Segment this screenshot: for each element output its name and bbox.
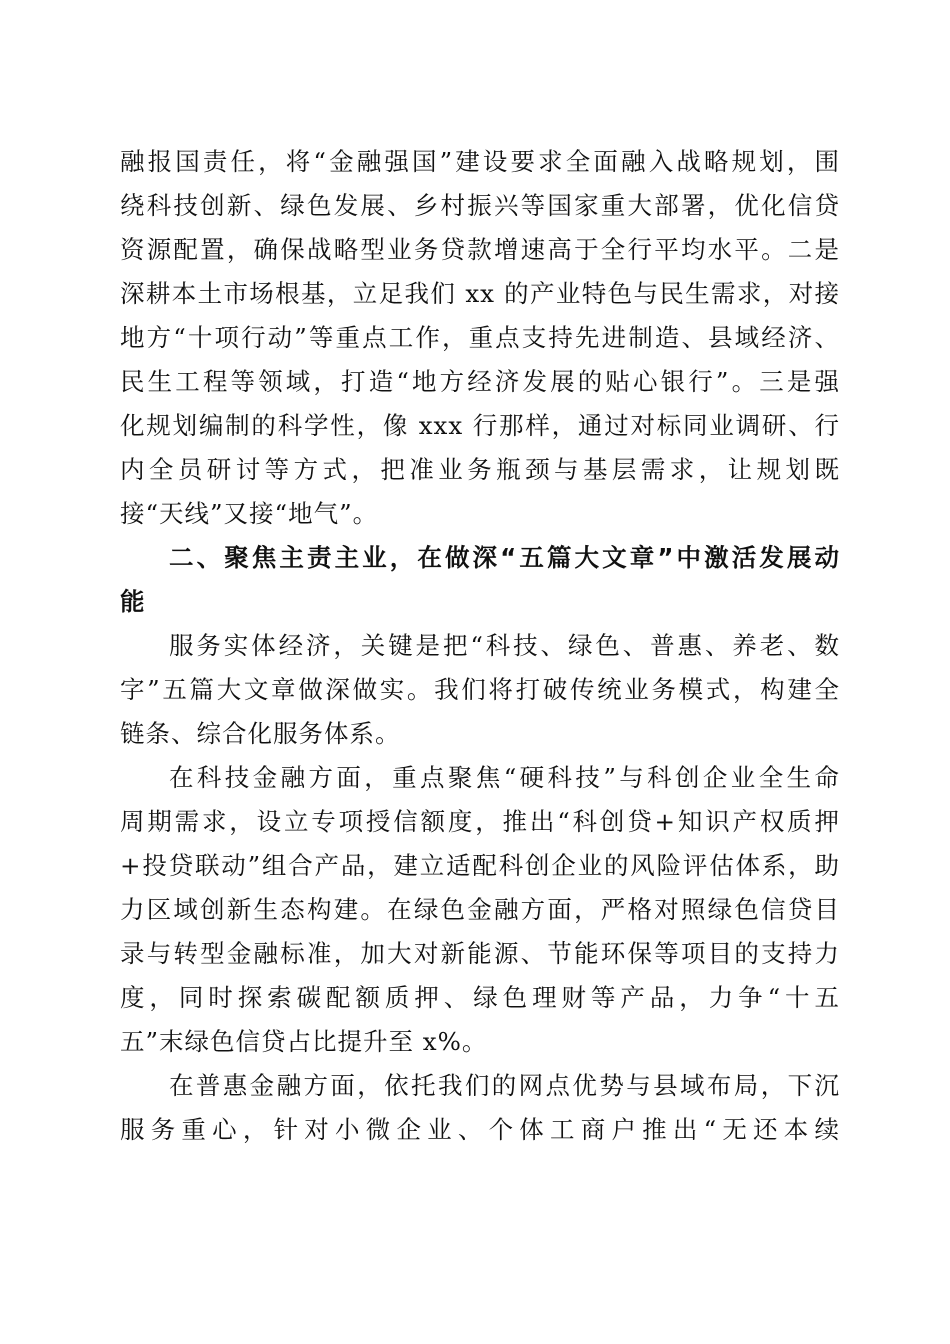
text-line: 字”五篇大文章做深做实。我们将打破传统业务模式，构建全 [120, 675, 840, 704]
text-line: 力区域创新生态构建。在绿色金融方面，严格对照绿色信贷目 [120, 895, 840, 924]
paragraph-inclusive-finance [120, 1064, 840, 1152]
text-line: 度，同时探索碳配额质押、绿色理财等产品，力争“十五 [120, 983, 840, 1012]
text-line: 绕科技创新、绿色发展、乡村振兴等国家重大部署，优化信贷 [120, 191, 840, 220]
document-body [120, 140, 840, 1152]
section-heading [120, 536, 840, 624]
heading-line: 二、聚焦主责主业，在做深“五篇大文章”中激活发展动 [169, 543, 840, 572]
text-line: 服务实体经济，关键是把“科技、绿色、普惠、养老、数 [169, 631, 840, 660]
text-line: 录与转型金融标准，加大对新能源、节能环保等项目的支持力 [120, 939, 840, 968]
text-line: 内全员研讨等方式，把准业务瓶颈与基层需求，让规划既 [120, 455, 840, 484]
text-line: 深耕本土市场根基，立足我们 xx 的产业特色与民生需求，对接 [120, 279, 840, 308]
text-line: 融报国责任，将“金融强国”建设要求全面融入战略规划，围 [120, 147, 840, 176]
text-line: 化规划编制的科学性，像 xxx 行那样，通过对标同业调研、行 [120, 411, 840, 440]
paragraph-strategy [120, 140, 840, 536]
text-line: 资源配置，确保战略型业务贷款增速高于全行平均水平。二是 [120, 235, 840, 264]
heading-line: 能 [120, 587, 146, 616]
text-line: 链条、综合化服务体系。 [120, 719, 401, 748]
text-line: 服务重心，针对小微企业、个体工商户推出“无还本续 [120, 1115, 840, 1144]
text-line: +投贷联动”组合产品，建立适配科创企业的风险评估体系，助 [120, 851, 840, 880]
text-line: 接“天线”又接“地气”。 [120, 499, 379, 528]
text-line: 民生工程等领域，打造“地方经济发展的贴心银行”。三是强 [120, 367, 840, 396]
paragraph-intro [120, 624, 840, 756]
paragraph-tech-green-finance [120, 756, 840, 1064]
text-line: 五”末绿色信贷占比提升至 x%。 [120, 1027, 488, 1056]
text-line: 在普惠金融方面，依托我们的网点优势与县域布局，下沉 [169, 1071, 840, 1100]
text-line: 周期需求，设立专项授信额度，推出“科创贷+知识产权质押 [120, 807, 840, 836]
text-line: 在科技金融方面，重点聚焦“硬科技”与科创企业全生命 [169, 763, 840, 792]
text-line: 地方“十项行动”等重点工作，重点支持先进制造、县域经济、 [120, 323, 840, 352]
